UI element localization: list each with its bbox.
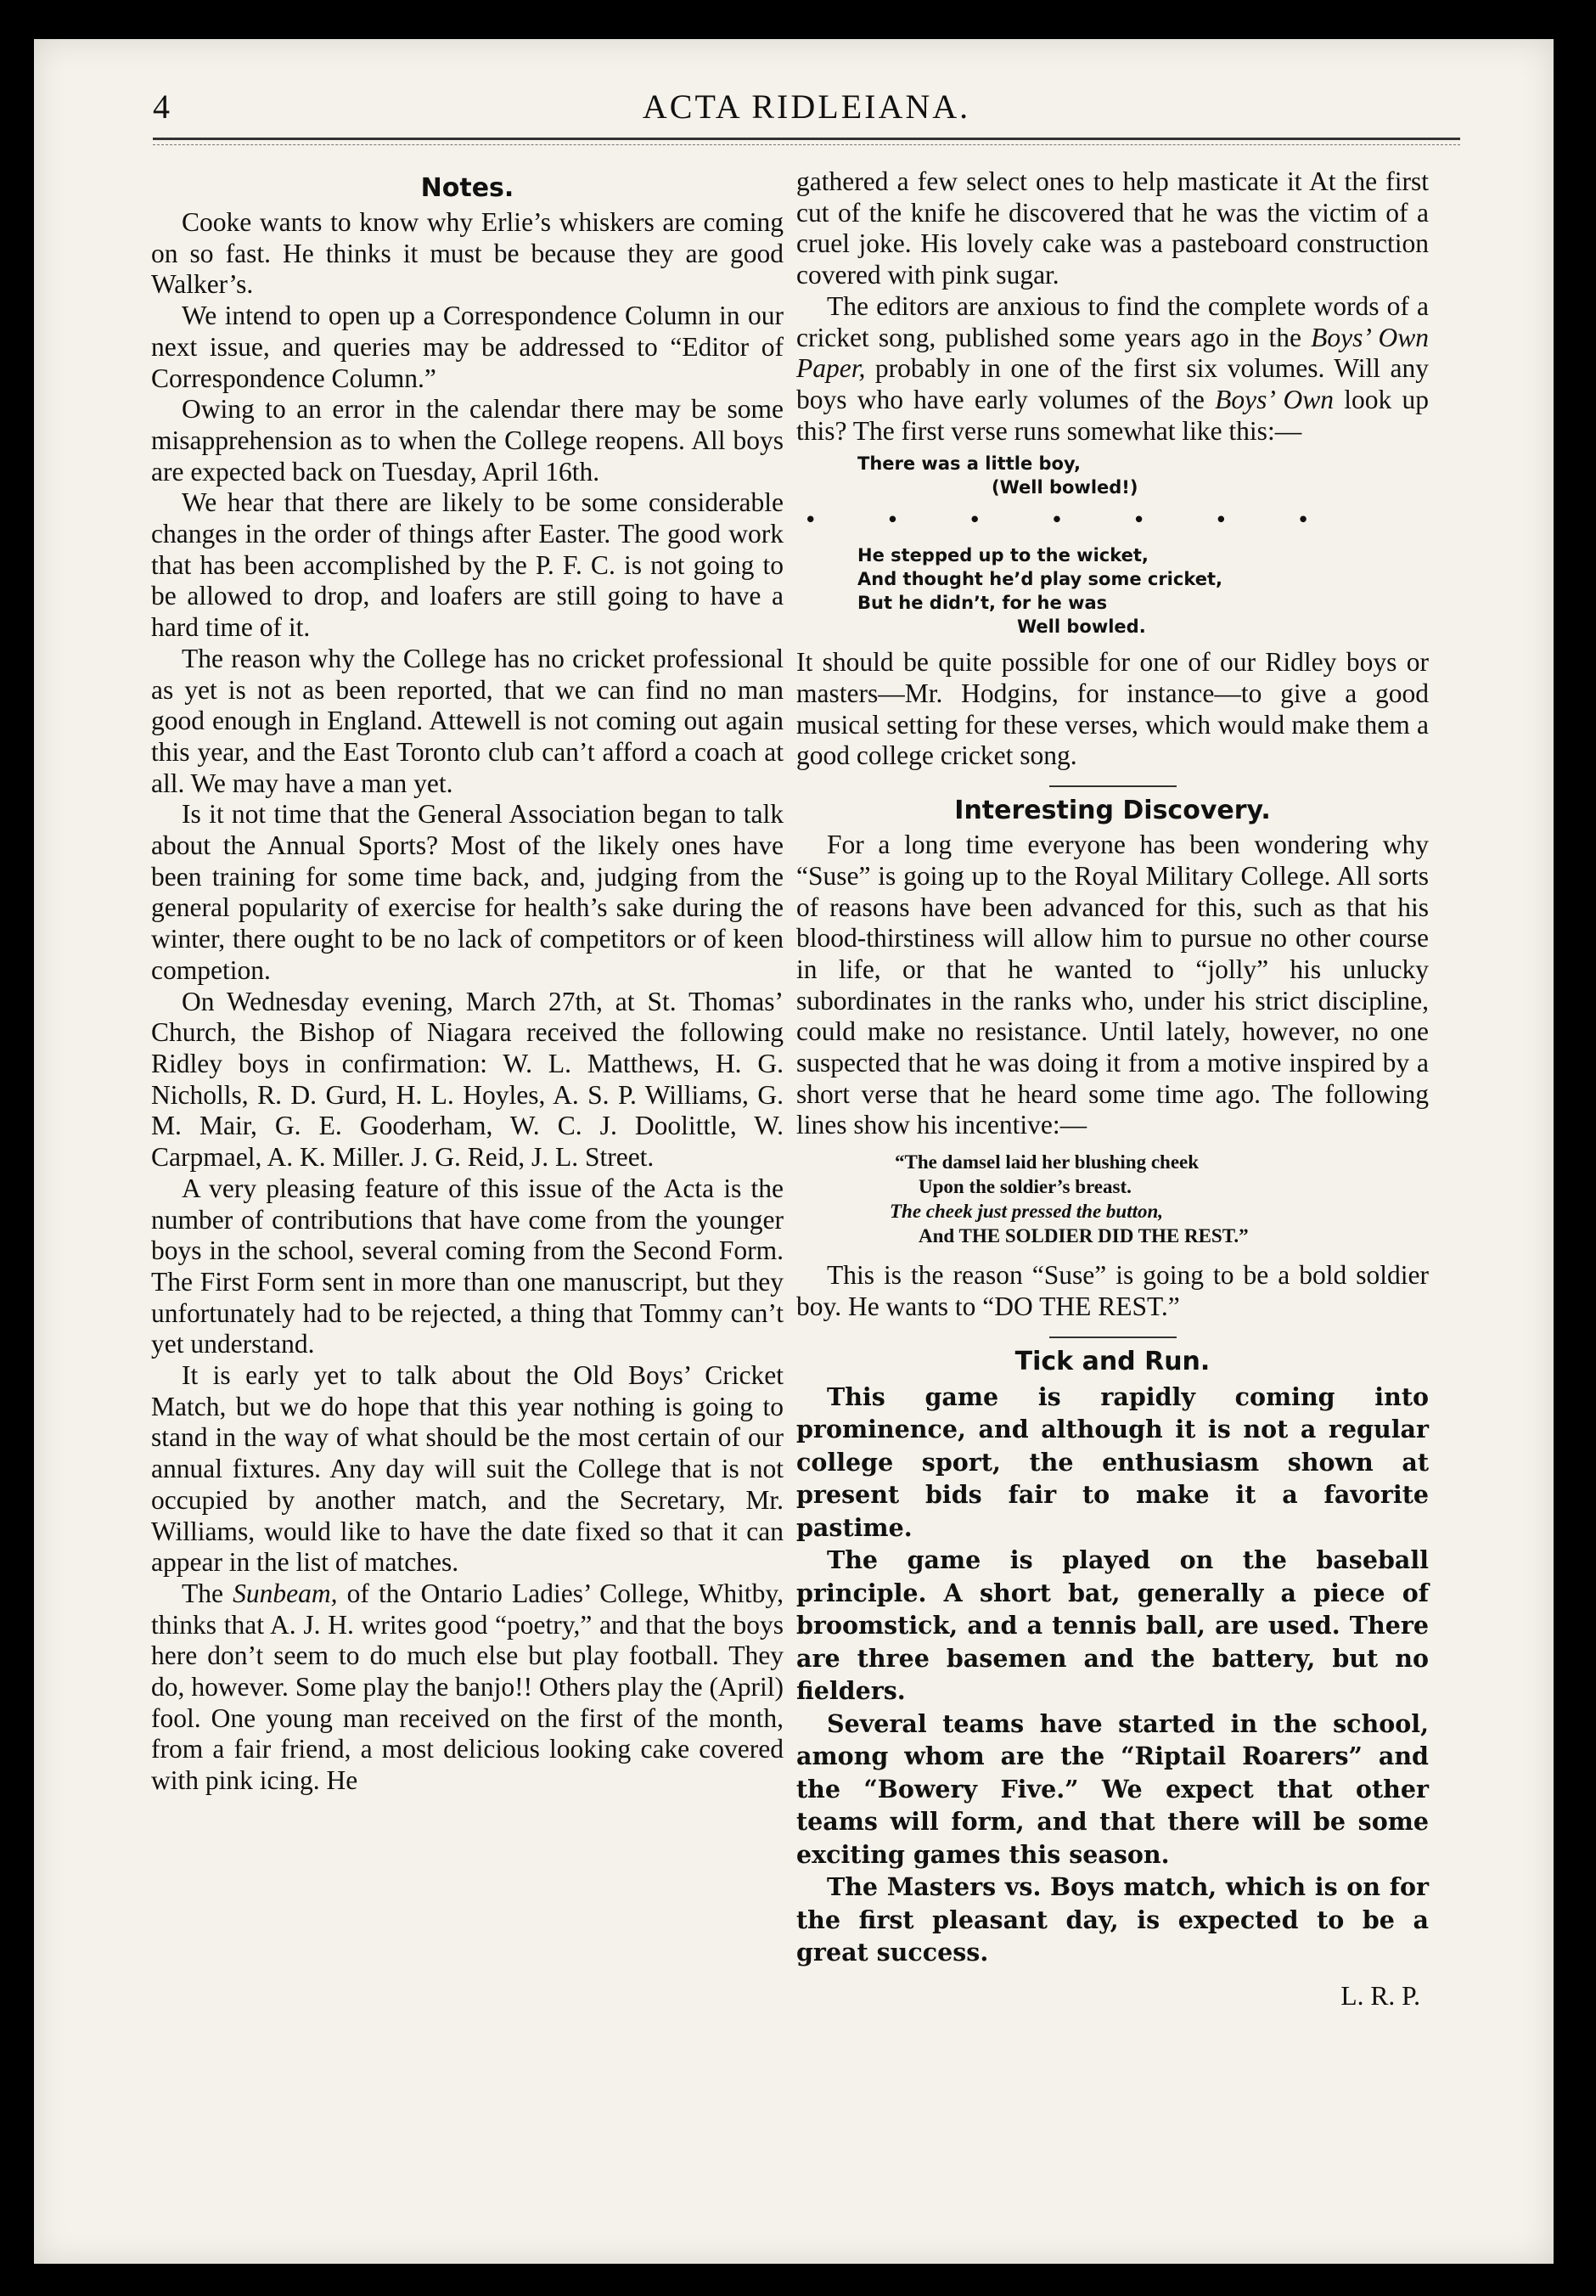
verse-line: The cheek just pressed the button, (890, 1201, 1164, 1223)
verse-line: Upon the soldier’s breast. (919, 1176, 1132, 1198)
discovery-heading: Interesting Discovery. (954, 796, 1271, 826)
tick-paragraph: Several teams have started in the school, among whom are the “Riptail Roarers” and the “Bowery Five.” We expect that other teams will form, and that there will be some exciting games this season. (796, 1708, 1429, 1869)
verse-line: He stepped up to the wicket, (857, 545, 1149, 566)
note-paragraph: The reason why the College has no cricket professional as yet is not as been reported, that we can find no man good enough in England. Attewell is not coming out again this year, and the East Toronto club can’t afford a coach at all. We may have a man yet. (151, 643, 784, 798)
after-verse-paragraph: It should be quite possible for one of our Ridley boys or masters—Mr. Hodgins, for instance—to give a good musical setting for these verses, which would make them a good college cricket song. (796, 647, 1429, 771)
notes-heading: Notes. (420, 173, 514, 203)
cricket-verse (796, 452, 1429, 639)
journal-title: ACTA RIDLEIANA. (642, 87, 971, 126)
continuation-paragraph: gathered a few select ones to help masticate it At the first cut of the knife he discovered that he was the victim of a cruel joke. His lovely cake was a pasteboard construction covered with pink sugar. (796, 166, 1429, 290)
note-paragraph: We intend to open up a Correspondence Column in our next issue, and queries may be addressed to “Editor of Correspondence Column.” (151, 301, 784, 393)
note-paragraph: It is early yet to talk about the Old Boys’ Cricket Match, but we do hope that this year nothing is going to stand in the way of what should be the most certain of our annual fixtures. Any day will suit the College that is not occupied by another match, and the Secretary, Mr. Williams, would like to have the date fixed so that it can appear in the list of matches. (151, 1360, 784, 1578)
discovery-paragraph: For a long time everyone has been wondering why “Suse” is going up to the Royal Military College. All sorts of reasons have been advanced for this, such as that his blood-thirstiness will allow him to pursue no other course in life, or that he wanted to “jolly” his unlucky subordinates in the ranks who, under his strict discipline, could make no resistance. Until lately, however, no one suspected that he was doing it from a motive inspired by a short verse that he heard some time ago. The following lines show his incentive:— (796, 830, 1429, 1140)
song-paragraph (796, 291, 1429, 447)
tick-paragraph: The Masters vs. Boys match, which is on for the first pleasant day, is expected to be a great success. (796, 1872, 1429, 1967)
tick-paragraph: This game is rapidly coming into prominence, and although it is not a regular college sport, the enthusiasm shown at present bids fair to make it a favorite pastime. (796, 1382, 1429, 1542)
song-text-2: probably in one of the first six volumes. Will any boys who have early volumes of the (796, 353, 1429, 414)
section-rule (1049, 785, 1177, 787)
verse-line: But he didn’t, for he was (857, 593, 1108, 614)
page-number: 4 (153, 87, 170, 126)
signature: L. R. P. (1340, 1980, 1420, 2011)
section-rule (1049, 1337, 1177, 1338)
song-text-1: The editors are anxious to find the complete words of a cricket song, published some years ago in the (796, 290, 1429, 352)
verse-line: And THE SOLDIER DID THE REST.” (919, 1225, 1249, 1247)
soldier-verse (796, 1150, 1429, 1248)
running-header (153, 87, 1460, 138)
sunbeam-title: Sunbeam, (233, 1578, 338, 1608)
verse-line: (Well bowled!) (992, 477, 1138, 498)
song-title-1: Boys’ Own Paper, (796, 322, 1429, 384)
verse-dots: • • • • • • • (805, 509, 1341, 531)
note-paragraph: We hear that there are likely to be some considerable changes in the order of things after Easter. The good work that has been accomplished by the P. F. C. is not going to be allowed to drop, and loafers are still going to have a hard time of it. (151, 487, 784, 643)
song-text-3: look up this? The first verse runs somewhat like this:— (796, 384, 1429, 446)
verse-line: “The damsel laid her blushing cheek (895, 1151, 1200, 1173)
verse-line: And thought he’d play some cricket, (857, 569, 1222, 590)
note-paragraph: A very pleasing feature of this issue of the Acta is the number of contributions that have come from the younger boys in the school, several coming from the Second Form. The First Form sent in more than one manuscript, but they unfortunately had to be rejected, a thing that Tommy can’t yet understand. (151, 1173, 784, 1359)
sunbeam-pre: The (182, 1578, 233, 1608)
tick-run-heading: Tick and Run. (1014, 1346, 1211, 1376)
song-title-2: Boys’ Own (1215, 384, 1335, 414)
note-paragraph: Is it not time that the General Association began to talk about the Annual Sports? Most of the likely ones have been training for some time back, and, judging from the general popularity of exercise for health’s sake during the winter, there ought to be no lack of competitors or of keen competion. (151, 799, 784, 985)
header-rule-dashed (153, 144, 1460, 145)
sunbeam-paragraph (151, 1578, 784, 1797)
note-paragraph: On Wednesday evening, March 27th, at St. Thomas’ Church, the Bishop of Niagara received the following Ridley boys in confirmation: W. L. Matthews, H. G. Nicholls, R. D. Gurd, H. L. Hoyles, A. S. P. Williams, G. M. Mair, G. E. Gooderham, W. C. J. Doolittle, W. Carpmael, A. K. Miller. J. G. Reid, J. L. Street. (151, 986, 784, 1173)
header-rule (153, 138, 1460, 140)
tick-run-body (796, 1381, 1429, 1969)
right-column (796, 166, 1429, 2012)
left-column (151, 166, 784, 1797)
sunbeam-post: of the Ontario Ladies’ College, Whitby, thinks that A. J. H. writes good “poetry,” and that the boys here don’t seem to do much else but play football. They do, however. Some play the banjo!! Others play the (April) fool. One young man received on the first of the month, from a fair friend, a most delicious looking cake covered with pink icing. He (151, 1578, 784, 1796)
after-verse2-paragraph: This is the reason “Suse” is going to be a bold soldier boy. He wants to “DO THE REST.” (796, 1260, 1429, 1321)
note-paragraph: Owing to an error in the calendar there may be some misapprehension as to when the College reopens. All boys are expected back on Tuesday, April 16th. (151, 394, 784, 487)
tick-paragraph: The game is played on the baseball principle. A short bat, generally a piece of broomstick, and a tennis ball, are used. There are three basemen and the battery, but no fielders. (796, 1545, 1429, 1706)
verse-line: Well bowled. (1017, 616, 1146, 638)
note-paragraph: Cooke wants to know why Erlie’s whiskers are coming on so fast. He thinks it must be because they are good Walker’s. (151, 207, 784, 300)
verse-line: There was a little boy, (857, 453, 1082, 475)
